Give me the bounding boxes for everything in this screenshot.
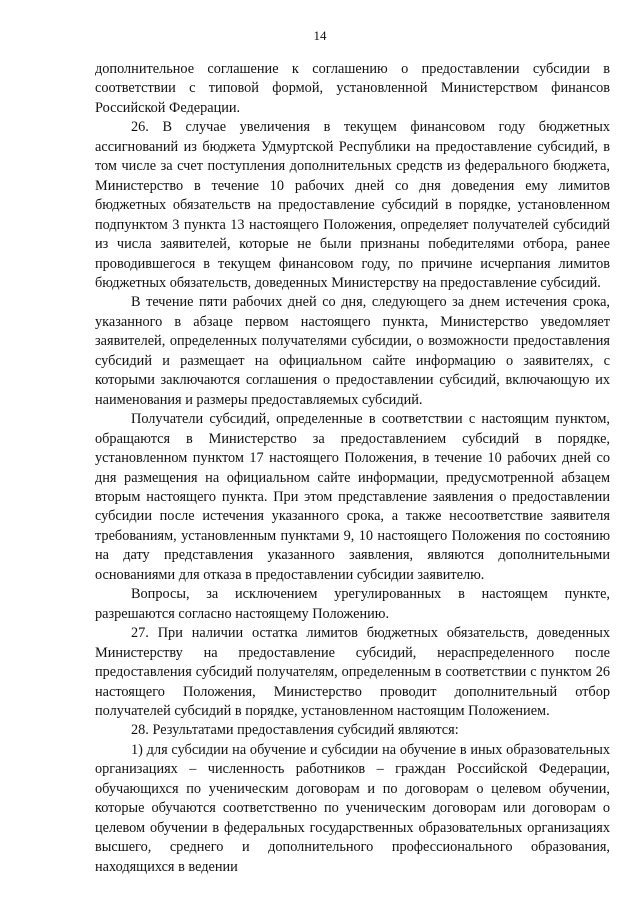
paragraph-result-1: 1) для субсидии на обучение и субсидии на обучение в иных образовательных организациях – численность работников – граждан Российской Федерации, обучающихся по ученическим договорам и по договорам о целевом обучении, которые обучаются соответственно по ученическим договорам или договорам о целевом обучении в федеральных государственных образовательных организациях высшего, среднего и дополнительного профессионального образования, находящихся в ведении — [95, 741, 610, 875]
paragraph-other-questions: Вопросы, за исключением урегулированных в настоящем пункте, разрешаются согласно настоящему Положению. — [95, 586, 610, 622]
document-body — [95, 60, 610, 877]
paragraph-item-28: 28. Результатами предоставления субсидий являются: — [131, 722, 459, 739]
paragraph-recipients-application: Получатели субсидий, определенные в соответствии с настоящим пунктом, обращаются в Министерство за предоставлением субсидий в порядке, установленном пунктом 17 настоящего Положения, в течение 10 рабочих дней со дня размещения на официальном сайте информации, предусмотренной абзацем вторым настоящего пункта. При этом представление заявления о предоставлении субсидии после истечения указанного срока, а также несоответствие заявителя требованиям, установленным пунктами 9, 10 настоящего Положения по состоянию на дату представления указанного заявления, являются дополнительными основаниями для отказа в предоставлении субсидии заявителю. — [95, 411, 610, 583]
paragraph-notification-period: В течение пяти рабочих дней со дня, следующего за днем истечения срока, указанного в абзаце первом настоящего пункта, Министерство уведомляет заявителей, определенных получателями субсидии, о возможности предоставления субсидий и размещает на официальном сайте информацию о заявителях, с которыми заключаются соглашения о предоставлении субсидий, включающую их наименования и размеры предоставляемых субсидий. — [95, 294, 610, 408]
paragraph-item-26: 26. В случае увеличения в текущем финансовом году бюджетных ассигнований из бюджета Удмуртской Республики на предоставление субсидий, в том числе за счет поступления дополнительных средств из федерального бюджета, Министерство в течение 10 рабочих дней со дня доведения ему лимитов бюджетных обязательств на предоставление субсидий в порядке, установленном подпунктом 3 пункта 13 настоящего Положения, определяет получателей субсидий из числа заявителей, которые не были признаны победителями отбора, ранее проводившегося в текущем финансовом году, по причине исчерпания лимитов бюджетных обязательств, доведенных Министерству на предоставление субсидий. — [95, 119, 610, 291]
page-number: 14 — [313, 28, 327, 43]
paragraph-continuation: дополнительное соглашение к соглашению о предоставлении субсидии в соответствии с типовой формой, установленной Министерством финансов Российской Федерации. — [95, 61, 610, 116]
paragraph-item-27: 27. При наличии остатка лимитов бюджетных обязательств, доведенных Министерству на предоставление субсидий, нераспределенного после предоставления субсидий получателям, определенным в соответствии с пунктом 26 настоящего Положения, Министерство проводит дополнительный отбор получателей субсидий в порядке, установленном настоящим Положением. — [95, 625, 610, 719]
